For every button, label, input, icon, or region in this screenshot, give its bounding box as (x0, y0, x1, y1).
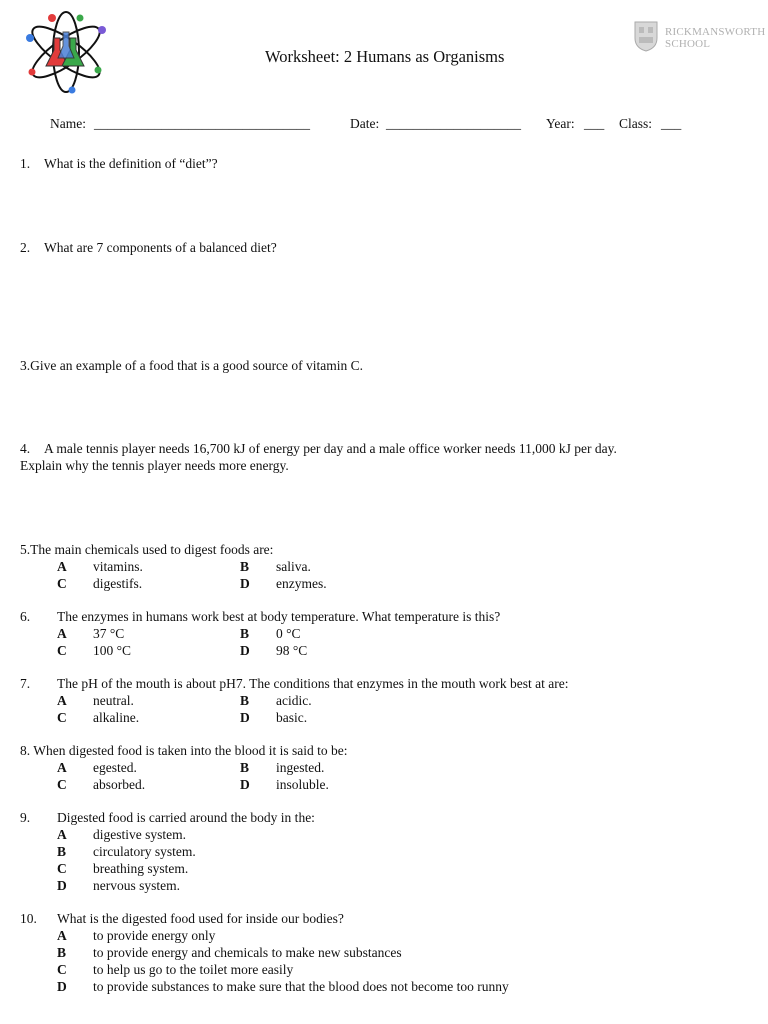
science-atom-logo-icon (20, 8, 112, 96)
question-7 (20, 676, 569, 692)
question-1 (20, 156, 218, 172)
question-9-number: 9. (20, 810, 31, 825)
q10-option-a-letter: A (57, 928, 67, 943)
q5-option-d[interactable]: enzymes. (276, 576, 327, 591)
q7-option-b[interactable]: acidic. (276, 693, 312, 708)
q6-option-a-letter: A (57, 626, 67, 641)
q6-option-b-letter: B (240, 626, 250, 641)
q7-option-b-letter: B (240, 693, 250, 708)
q9-option-d-letter: D (57, 878, 67, 893)
q5-option-c[interactable]: digestifs. (93, 576, 143, 591)
q5-option-a-letter: A (57, 559, 67, 574)
q8-option-c[interactable]: absorbed. (93, 777, 146, 792)
q8-option-a-letter: A (57, 760, 67, 775)
q9-option-c-letter: C (57, 861, 67, 876)
q10-option-a[interactable]: to provide energy only (93, 928, 216, 943)
question-10-number: 10. (20, 911, 37, 926)
name-blank[interactable]: ________________________________ (94, 116, 310, 131)
question-2 (20, 240, 277, 256)
question-7-text: The pH of the mouth is about pH7. The conditions that enzymes in the mouth work best at are: (57, 676, 569, 691)
q10-option-d-letter: D (57, 979, 67, 994)
question-1-text: What is the definition of “diet”? (44, 156, 218, 171)
class-label: Class: (619, 116, 653, 131)
question-6 (20, 609, 500, 625)
q6-option-b[interactable]: 0 °C (276, 626, 301, 641)
question-10-text: What is the digested food used for inside our bodies? (57, 911, 344, 926)
question-6-text: The enzymes in humans work best at body temperature. What temperature is this? (57, 609, 501, 624)
q8-option-b[interactable]: ingested. (276, 760, 325, 775)
q7-option-d[interactable]: basic. (276, 710, 308, 725)
question-6-number: 6. (20, 609, 31, 624)
q7-option-c[interactable]: alkaline. (93, 710, 140, 725)
q6-option-c[interactable]: 100 °C (93, 643, 132, 658)
q8-option-a[interactable]: egested. (93, 760, 137, 775)
q9-option-a-letter: A (57, 827, 67, 842)
name-label: Name: (50, 116, 86, 131)
question-4-text-line2: Explain why the tennis player needs more energy. (20, 458, 289, 473)
school-name-line2: SCHOOL (665, 38, 711, 50)
school-crest-icon (633, 18, 659, 52)
question-8-text: 8. When digested food is taken into the blood it is said to be: (20, 743, 348, 758)
class-blank[interactable]: ___ (661, 116, 682, 131)
question-3-text: 3.Give an example of a food that is a good source of vitamin C. (20, 358, 364, 373)
q7-option-a[interactable]: neutral. (93, 693, 134, 708)
question-2-text: What are 7 components of a balanced diet? (44, 240, 277, 255)
q5-option-a[interactable]: vitamins. (93, 559, 143, 574)
q5-option-b-letter: B (240, 559, 250, 574)
q6-option-d[interactable]: 98 °C (276, 643, 308, 658)
year-label: Year: (546, 116, 575, 131)
date-label: Date: (350, 116, 380, 131)
q8-option-b-letter: B (240, 760, 250, 775)
q7-option-c-letter: C (57, 710, 67, 725)
worksheet-title: Worksheet: 2 Humans as Organisms (265, 47, 505, 66)
question-7-number: 7. (20, 676, 31, 691)
q10-option-b-letter: B (57, 945, 67, 960)
date-blank[interactable]: ____________________ (386, 116, 521, 131)
q5-option-b[interactable]: saliva. (276, 559, 311, 574)
q6-option-d-letter: D (240, 643, 250, 658)
q7-option-a-letter: A (57, 693, 67, 708)
question-9-text: Digested food is carried around the body in the: (57, 810, 315, 825)
q9-option-b-letter: B (57, 844, 67, 859)
q9-option-b[interactable]: circulatory system. (93, 844, 196, 859)
q8-option-d[interactable]: insoluble. (276, 777, 329, 792)
q7-option-d-letter: D (240, 710, 250, 725)
question-10 (20, 911, 344, 927)
question-4-number: 4. (20, 441, 31, 456)
question-1-number: 1. (20, 156, 31, 171)
q9-option-a[interactable]: digestive system. (93, 827, 186, 842)
question-5-text: 5.The main chemicals used to digest foods are: (20, 542, 274, 557)
q10-option-d[interactable]: to provide substances to make sure that the blood does not become too runny (93, 979, 509, 994)
q8-option-d-letter: D (240, 777, 250, 792)
q6-option-a[interactable]: 37 °C (93, 626, 125, 641)
year-blank[interactable]: ___ (584, 116, 605, 131)
q6-option-c-letter: C (57, 643, 67, 658)
q5-option-d-letter: D (240, 576, 250, 591)
school-name-line1: RICKMANSWORTH (665, 26, 766, 38)
question-4 (20, 441, 617, 457)
question-4-text-line1: A male tennis player needs 16,700 kJ of energy per day and a male office worker needs 11,000 kJ per day. (44, 441, 617, 456)
q8-option-c-letter: C (57, 777, 67, 792)
q9-option-d[interactable]: nervous system. (93, 878, 180, 893)
question-2-number: 2. (20, 240, 31, 255)
q10-option-c-letter: C (57, 962, 67, 977)
question-9 (20, 810, 315, 826)
q10-option-b[interactable]: to provide energy and chemicals to make new substances (93, 945, 402, 960)
school-logo (633, 18, 766, 54)
q10-option-c[interactable]: to help us go to the toilet more easily (93, 962, 294, 977)
q9-option-c[interactable]: breathing system. (93, 861, 189, 876)
q5-option-c-letter: C (57, 576, 67, 591)
